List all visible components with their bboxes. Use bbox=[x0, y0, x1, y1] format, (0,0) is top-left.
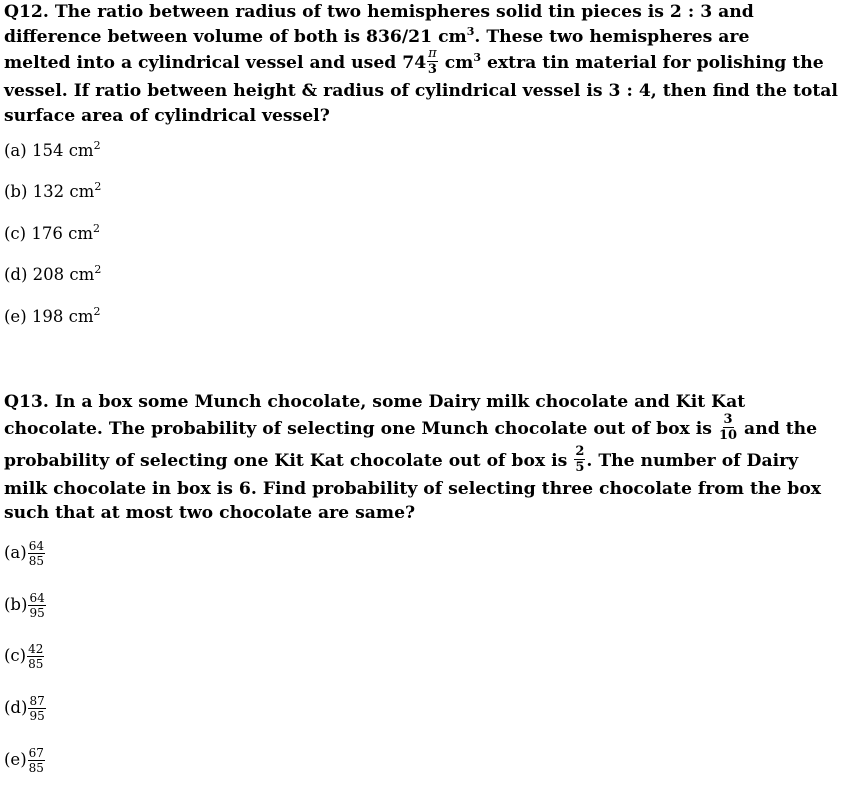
q12-line-4: vessel. If ratio between height & radius of cylindrical vessel is 3 : 4, then find the total bbox=[4, 81, 838, 101]
q13-line-3-tail: . The number of Dairy bbox=[586, 450, 799, 471]
fraction-denominator: 3 bbox=[427, 62, 437, 77]
q12-option-e[interactable] bbox=[4, 307, 101, 326]
fraction-numerator: 2 bbox=[575, 443, 585, 459]
two-fifths-fraction bbox=[574, 445, 585, 474]
option-label: (b) bbox=[4, 595, 28, 614]
option-label: (a) bbox=[4, 543, 27, 562]
fraction-numerator: 3 bbox=[723, 411, 733, 427]
q12-line-1: Q12. The ratio between radius of two hemispheres solid tin pieces is 2 : 3 and bbox=[4, 2, 754, 22]
fraction-numerator: 67 bbox=[28, 746, 44, 760]
q12-line-5: surface area of cylindrical vessel? bbox=[4, 105, 330, 126]
q13-line-1: Q13. In a box some Munch chocolate, some Dairy milk chocolate and Kit Kat bbox=[4, 392, 746, 412]
option-label: (c) bbox=[4, 646, 27, 665]
fraction-numerator: 64 bbox=[28, 539, 44, 553]
question-12-text bbox=[4, 0, 854, 128]
fraction-numerator: 42 bbox=[28, 642, 44, 656]
option-label: (e) bbox=[4, 750, 27, 769]
square-superscript: 2 bbox=[93, 222, 100, 235]
option-label: (e) 198 cm bbox=[4, 307, 94, 326]
option-fraction bbox=[28, 592, 45, 619]
fraction-denominator: 95 bbox=[29, 709, 45, 723]
pi-over-3-fraction bbox=[427, 47, 438, 76]
three-tenths-fraction bbox=[719, 413, 737, 442]
q12-line-2-tail: . These two hemispheres are bbox=[474, 26, 750, 47]
option-fraction bbox=[28, 747, 45, 774]
fraction-denominator: 85 bbox=[28, 761, 44, 775]
q13-option-b[interactable] bbox=[4, 592, 47, 619]
fraction-numerator: 87 bbox=[29, 694, 45, 708]
q13-option-c[interactable] bbox=[4, 643, 45, 670]
square-superscript: 2 bbox=[93, 139, 101, 152]
q12-line-3-tail: extra tin material for polishing the bbox=[481, 53, 824, 73]
question-13-text bbox=[4, 390, 854, 526]
fraction-denominator: 85 bbox=[28, 657, 44, 671]
q13-line-2-text: chocolate. The probability of selecting one Munch chocolate out of box is bbox=[4, 418, 718, 439]
q13-line-5: such that at most two chocolate are same? bbox=[4, 503, 416, 523]
q12-line-2-text: difference between volume of both is 836/21 cm bbox=[4, 26, 467, 47]
option-label: (d) bbox=[4, 698, 28, 717]
q13-line-3-text: probability of selecting one Kit Kat chocolate out of box is bbox=[4, 450, 574, 471]
q12-line-3 bbox=[4, 46, 854, 79]
fraction-denominator: 5 bbox=[575, 459, 585, 475]
option-fraction bbox=[28, 540, 45, 567]
square-superscript: 2 bbox=[93, 305, 101, 318]
q12-option-c[interactable] bbox=[4, 224, 100, 243]
q13-line-2-tail: and the bbox=[738, 418, 818, 439]
q12-option-d[interactable] bbox=[4, 265, 101, 284]
option-label: (b) 132 cm bbox=[4, 182, 95, 201]
square-superscript: 2 bbox=[94, 263, 102, 276]
q13-option-d[interactable] bbox=[4, 695, 47, 722]
q12-option-b[interactable] bbox=[4, 182, 101, 201]
q13-line-4: milk chocolate in box is 6. Find probability of selecting three chocolate from the box bbox=[4, 478, 822, 499]
q13-line-2 bbox=[4, 411, 854, 447]
fraction-numerator: π bbox=[428, 46, 437, 61]
option-fraction bbox=[27, 643, 44, 670]
option-label: (c) 176 cm bbox=[4, 224, 93, 243]
q13-line-3 bbox=[4, 443, 854, 477]
option-fraction bbox=[28, 695, 45, 722]
q13-option-e[interactable] bbox=[4, 747, 46, 774]
q12-line-3-unit: cm bbox=[438, 53, 474, 73]
q12-line-3-text: melted into a cylindrical vessel and used 74 bbox=[4, 53, 427, 73]
q12-option-a[interactable] bbox=[4, 141, 101, 160]
option-label: (a) 154 cm bbox=[4, 141, 94, 160]
fraction-denominator: 10 bbox=[718, 427, 738, 443]
option-label: (d) 208 cm bbox=[4, 265, 95, 284]
cube-superscript: 3 bbox=[473, 51, 482, 64]
fraction-numerator: 64 bbox=[29, 591, 45, 605]
fraction-denominator: 85 bbox=[28, 554, 44, 568]
cube-superscript: 3 bbox=[466, 24, 475, 38]
square-superscript: 2 bbox=[94, 180, 102, 193]
q13-option-a[interactable] bbox=[4, 540, 46, 567]
fraction-denominator: 95 bbox=[29, 606, 45, 620]
